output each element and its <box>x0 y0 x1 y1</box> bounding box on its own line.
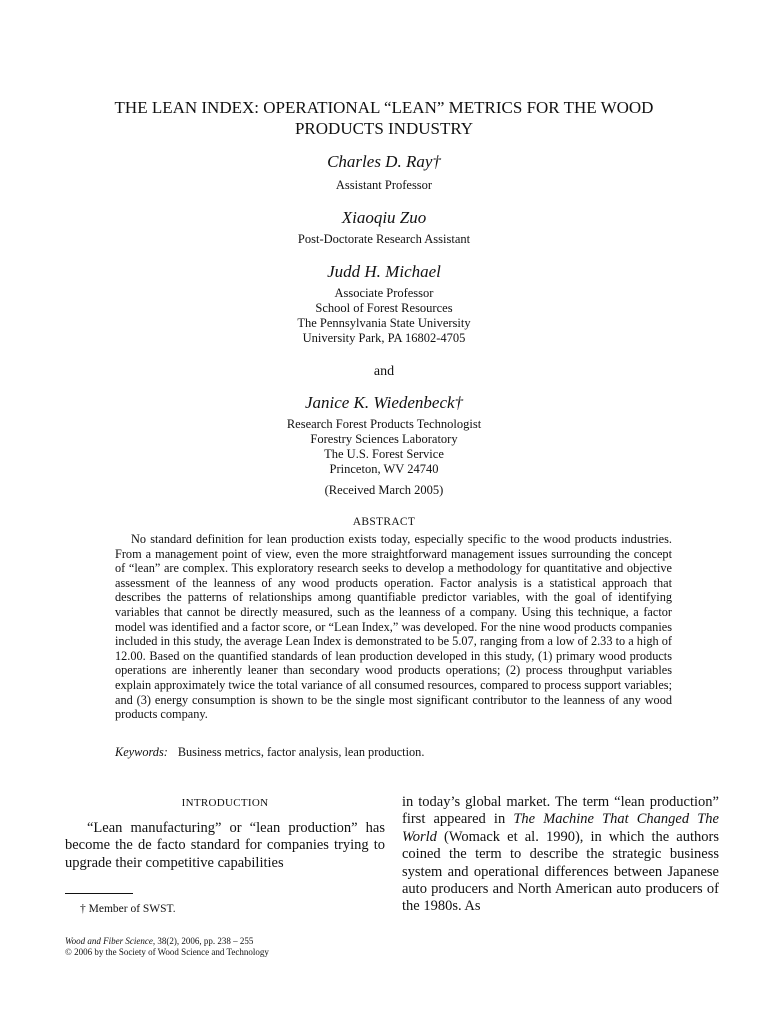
paper-title: THE LEAN INDEX: OPERATIONAL “LEAN” METRICS FOR THE WOOD PRODUCTS INDUSTRY <box>114 98 654 138</box>
footnote-rule <box>65 893 133 894</box>
affiliation-line: Research Forest Products Technologist <box>286 417 482 431</box>
intro-right-column <box>402 794 719 916</box>
author-affiliation: Assistant Professor <box>335 178 433 192</box>
footnote: † Member of SWST. <box>80 903 176 915</box>
intro-text: in today’s global market. The term “lean production” first appeared in <box>402 794 719 828</box>
intro-text: (Womack et al. 1990), in which the authors coined the term to describe the strategic business system and operational differences between Japanese auto producers and North American auto producers of the 1980s. As <box>402 828 719 915</box>
book-title: The Machine That Changed The World <box>402 811 719 845</box>
received-date: (Received March 2005) <box>324 483 444 497</box>
affiliation-line: Associate Professor <box>334 286 434 300</box>
keywords-line <box>115 745 672 760</box>
author-name: Charles D. Ray† <box>327 152 441 171</box>
affiliation-line: Forestry Sciences Laboratory <box>310 432 458 446</box>
journal-name: Wood and Fiber Science, <box>65 936 156 946</box>
author-affiliation-block <box>0 286 768 346</box>
copyright: © 2006 by the Society of Wood Science and Technology <box>65 947 269 957</box>
author-affiliation: Post-Doctorate Research Assistant <box>297 232 471 246</box>
affiliation-line: Princeton, WV 24740 <box>329 462 439 476</box>
affiliation-line: University Park, PA 16802-4705 <box>302 331 466 345</box>
author-name: Xiaoqiu Zuo <box>341 208 427 227</box>
affiliation-line: The Pennsylvania State University <box>297 316 471 330</box>
journal-ref: 38(2), 2006, pp. 238 – 255 <box>155 936 254 946</box>
keywords-label: Keywords: <box>115 745 168 759</box>
abstract-body: No standard definition for lean production exists today, especially specific to the wood products industries. From a management point of view, even the more straightforward management issues surrounding the concept of “lean” are complex. This exploratory research seeks to develop a methodology for quantitative and objective assessment of the leanness of any wood products operation. Factor analysis is a statistical approach that describes the patterns of relationships among quantifiable predictor variables, with the goal of identifying variables that cannot be directly measured, such as the leanness of a company. Using this technique, a factor model was identified and a factor score, or “Lean Index,” was developed. For the nine wood products companies included in this study, the average Lean Index is demonstrated to be 5.07, ranging from a low of 2.33 to a high of 12.00. Based on the quantified standards of lean production developed in this study, (1) primary wood products operations are inherently leaner than secondary wood products operations; (2) process throughput variables explain approximately twice the total variance of all consumed resources, compared to process support variables; and (3) energy consumption is shown to be the single most significant contributor to the leanness of any wood products company. <box>115 532 672 722</box>
author-affiliation-block <box>0 417 768 477</box>
author-name: Judd H. Michael <box>327 262 441 281</box>
affiliation-line: School of Forest Resources <box>315 301 453 315</box>
journal-citation <box>65 936 269 958</box>
keywords-text: Business metrics, factor analysis, lean production. <box>177 745 425 759</box>
section-heading-introduction: INTRODUCTION <box>181 797 269 809</box>
affiliation-line: The U.S. Forest Service <box>324 447 444 461</box>
and-connector: and <box>373 364 395 379</box>
author-name: Janice K. Wiedenbeck† <box>304 393 464 412</box>
abstract-heading: ABSTRACT <box>352 516 416 528</box>
intro-left-column: “Lean manufacturing” or “lean production” has become the de facto standard for companies trying to upgrade their competitive capabilities <box>65 820 385 871</box>
